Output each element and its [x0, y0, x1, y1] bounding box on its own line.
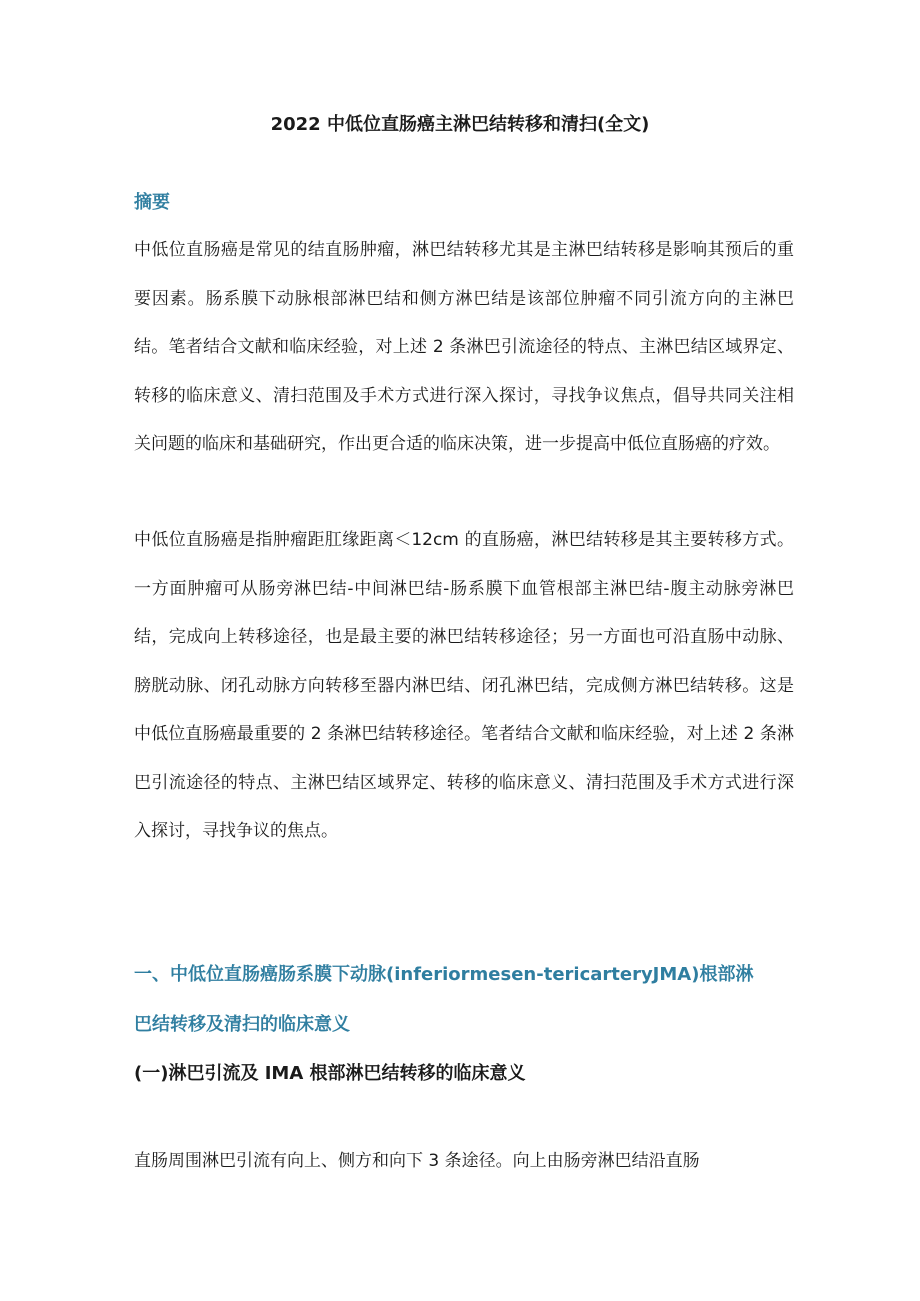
- document-title: 2022 中低位直肠癌主淋巴结转移和清扫(全文): [270, 114, 650, 135]
- abstract-paragraph: 中低位直肠癌是常见的结直肠肿瘤，淋巴结转移尤其是主淋巴结转移是影响其预后的重要因素。肠系膜下动脉根部淋巴结和侧方淋巴结是该部位肿瘤不同引流方向的主淋巴结。笔者结合文献和临床经验，对上述 2 条淋巴引流途径的特点、主淋巴结区域界定、转移的临床意义、清扫范围及手术方式进行深入探讨，寻找争议焦点，倡导共同关注相关问题的临床和基础研究，作出更合适的临床决策，进一步提高中低位直肠癌的疗效。: [134, 240, 794, 454]
- abstract-heading: 摘要: [134, 192, 170, 213]
- section1-heading-line2: 巴结转移及清扫的临床意义: [134, 1014, 350, 1035]
- subsection1-heading: (一)淋巴引流及 IMA 根部淋巴结转移的临床意义: [134, 1063, 526, 1084]
- section1-paragraph: 直肠周围淋巴引流有向上、侧方和向下 3 条途径。向上由肠旁淋巴结沿直肠: [134, 1151, 700, 1171]
- section1-heading-line1: 一、中低位直肠癌肠系膜下动脉(inferiormesen-tericarteryJMA)根部淋: [134, 964, 754, 985]
- intro-paragraph: 中低位直肠癌是指肿瘤距肛缘距离＜12cm 的直肠癌，淋巴结转移是其主要转移方式。一方面肿瘤可从肠旁淋巴结-中间淋巴结-肠系膜下血管根部主淋巴结-腹主动脉旁淋巴结，完成向上转移途径，也是最主要的淋巴结转移途径；另一方面也可沿直肠中动脉、膀胱动脉、闭孔动脉方向转移至器内淋巴结、闭孔淋巴结，完成侧方淋巴结转移。这是中低位直肠癌最重要的 2 条淋巴结转移途径。笔者结合文献和临床经验，对上述 2 条淋巴引流途径的特点、主淋巴结区域界定、转移的临床意义、清扫范围及手术方式进行深入探讨，寻找争议的焦点。: [134, 530, 794, 841]
